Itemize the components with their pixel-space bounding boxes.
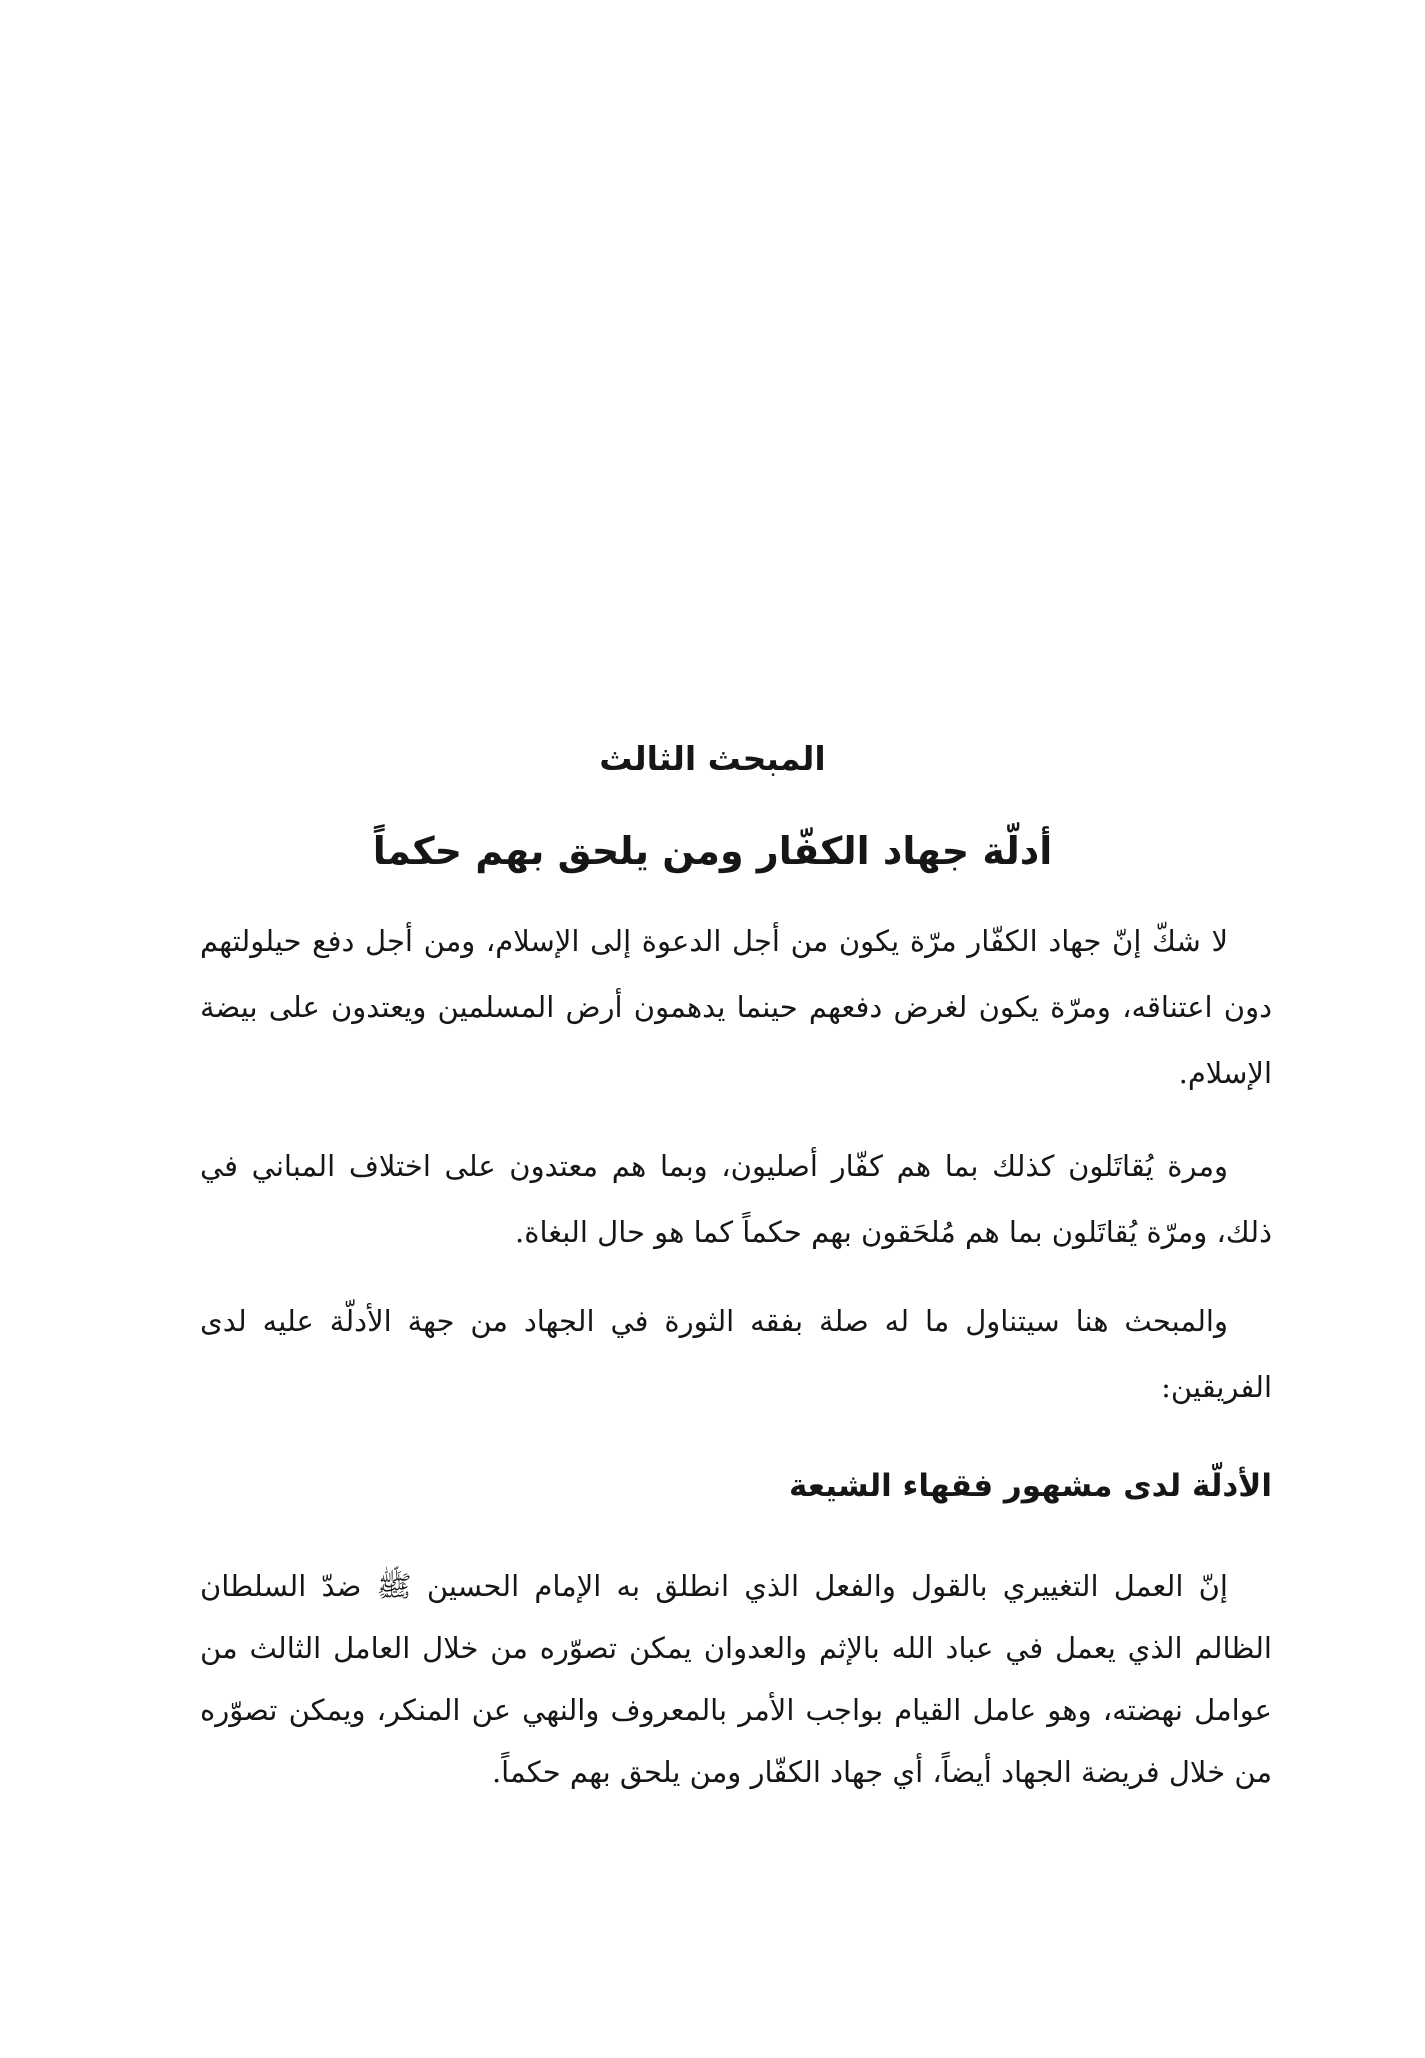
subsection-heading: الأدلّة لدى مشهور فقهاء الشيعة <box>789 1468 1272 1504</box>
paragraph-block <box>200 1133 1272 1265</box>
body-paragraph: ومرة يُقاتَلون كذلك بما هم كفّار أصليون، وبما هم معتدون على اختلاف المباني في ذلك، ومرّة يُقاتَلون بما هم مُلحَقون بهم حكماً كما هو حال البغاة. <box>200 1149 1272 1249</box>
paragraph-block <box>200 1288 1272 1420</box>
paragraph-block <box>200 1555 1272 1803</box>
section-label: المبحث الثالث <box>599 739 826 778</box>
body-paragraph: إنّ العمل التغييري بالقول والفعل الذي انطلق به الإمام الحسين ﷺ ضدّ السلطان الظالم الذي يعمل في عباد الله بالإثم والعدوان يمكن تصوّره من خلال العامل الثالث من عوامل نهضته، وهو عامل القيام بواجب الأمر بالمعروف والنهي عن المنكر، ويمكن تصوّره من خلال فريضة الجهاد أيضاً، أي جهاد الكفّار ومن يلحق بهم حكماً. <box>200 1569 1272 1789</box>
section-title: أدلّة جهاد الكفّار ومن يلحق بهم حكماً <box>372 829 1053 873</box>
body-paragraph: والمبحث هنا سيتناول ما له صلة بفقه الثورة في الجهاد من جهة الأدلّة عليه لدى الفريقين: <box>200 1304 1272 1404</box>
body-paragraph: لا شكّ إنّ جهاد الكفّار مرّة يكون من أجل الدعوة إلى الإسلام، ومن أجل دفع حيلولتهم دون اعتناقه، ومرّة يكون لغرض دفعهم حينما يدهمون أرض المسلمين ويعتدون على بيضة الإسلام. <box>200 924 1272 1090</box>
paragraph-block <box>200 908 1272 1106</box>
